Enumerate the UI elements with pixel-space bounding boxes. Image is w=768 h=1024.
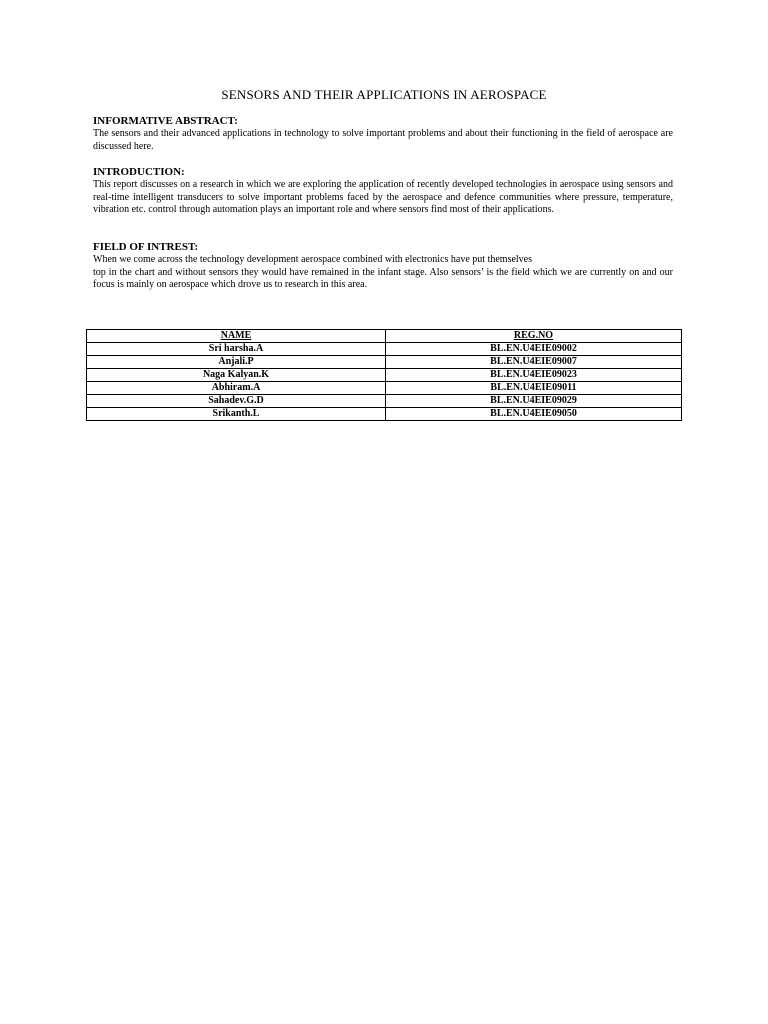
member-name: Abhiram.A — [87, 382, 386, 395]
members-table — [86, 329, 682, 421]
member-name: Anjali.P — [87, 356, 386, 369]
member-name: Sri harsha.A — [87, 343, 386, 356]
introduction-section — [93, 166, 673, 217]
member-reg-no: BL.EN.U4EIE09002 — [386, 343, 682, 356]
introduction-heading: INTRODUCTION: — [93, 166, 185, 178]
member-name: Srikanth.L — [87, 408, 386, 421]
member-name: Naga Kalyan.K — [87, 369, 386, 382]
abstract-heading: INFORMATIVE ABSTRACT: — [93, 115, 238, 127]
field-of-interest-heading: FIELD OF INTREST: — [93, 241, 199, 253]
table-row — [87, 382, 682, 395]
member-reg-no: BL.EN.U4EIE09023 — [386, 369, 682, 382]
abstract-text: The sensors and their advanced applications in technology to solve important problems and about their functioning in the field of aerospace are discussed here. — [93, 128, 673, 152]
abstract-section — [93, 115, 673, 153]
document-title: SENSORS AND THEIR APPLICATIONS IN AEROSPACE — [221, 87, 547, 102]
member-reg-no: BL.EN.U4EIE09050 — [386, 408, 682, 421]
header-name: NAME — [87, 330, 386, 343]
field-of-interest-text: top in the chart and without sensors they would have remained in the infant stage. Also sensors’ is the field which we are currently on and our focus is mainly on aerospace which drove us to research in this area. — [93, 266, 673, 290]
table-row — [87, 369, 682, 382]
table-row — [87, 395, 682, 408]
table-row — [87, 408, 682, 421]
field-of-interest-section — [93, 241, 673, 292]
table-header-row — [87, 330, 682, 343]
introduction-text: This report discusses on a research in which we are exploring the application of recently developed technologies in aerospace using sensors and real-time intelligent transducers to solve important problems faced by the aerospace and defence communities where pressure, temperature, vibration etc. control through automation plays an important role and where sensors find most of their applications. — [93, 179, 673, 215]
member-reg-no: BL.EN.U4EIE09011 — [386, 382, 682, 395]
member-reg-no: BL.EN.U4EIE09007 — [386, 356, 682, 369]
header-reg-no: REG.NO — [386, 330, 682, 343]
table-row — [87, 356, 682, 369]
table-row — [87, 343, 682, 356]
field-of-interest-line1: When we come across the technology development aerospace combined with electronics have put themselves — [93, 254, 533, 265]
member-reg-no: BL.EN.U4EIE09029 — [386, 395, 682, 408]
member-name: Sahadev.G.D — [87, 395, 386, 408]
